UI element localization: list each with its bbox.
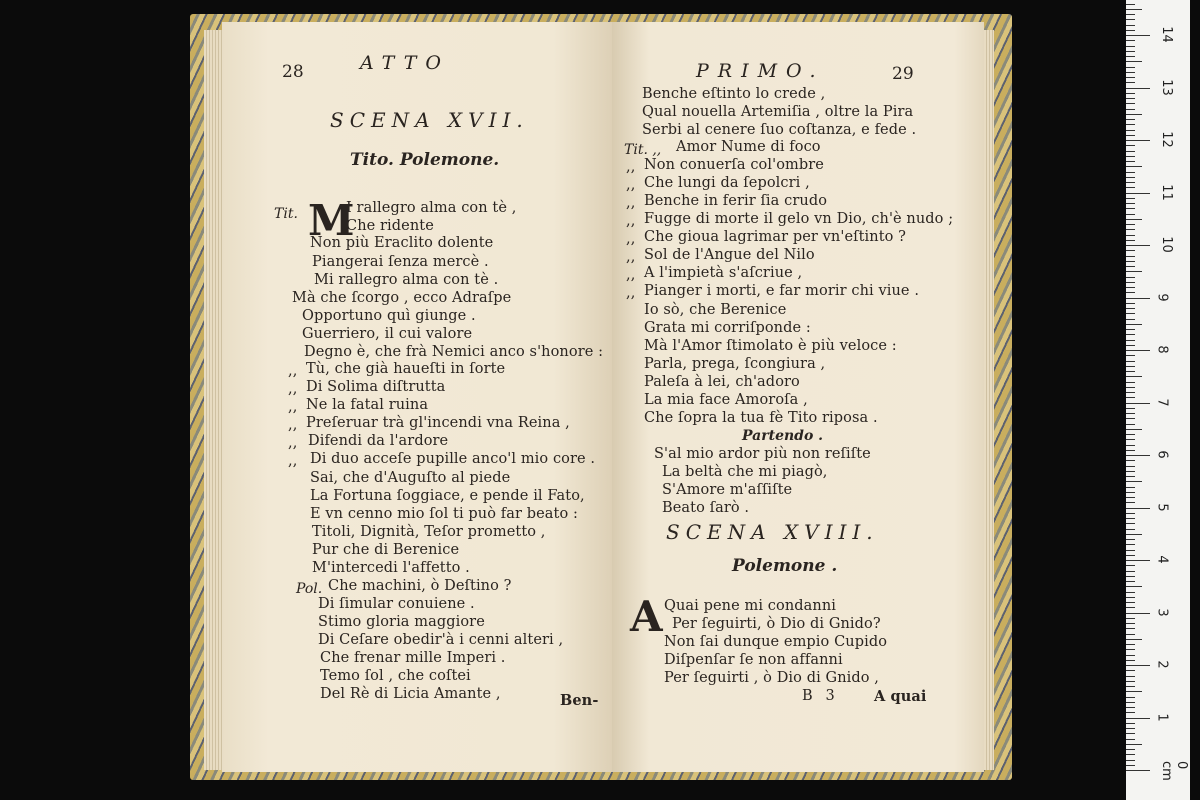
ruler-tick [1126, 618, 1135, 619]
ruler-tick [1126, 749, 1135, 750]
ruler-tick [1126, 655, 1135, 656]
verse-line: Preſeruar trà gl'incendi vna Reina , [306, 415, 570, 431]
verse-line: Difendi da l'ardore [308, 433, 449, 449]
ruler-tick [1126, 40, 1135, 41]
verse-line: Non ſai dunque empio Cupido [664, 634, 888, 650]
right-page [612, 22, 984, 772]
signature-mark: B 3 [802, 688, 835, 704]
ruler-tick [1126, 109, 1135, 110]
ruler-tick [1126, 392, 1135, 393]
ruler-tick [1126, 376, 1142, 377]
ruler-tick [1126, 266, 1135, 267]
ruler-tick [1126, 72, 1135, 73]
ruler-tick [1126, 4, 1135, 5]
quote-mark: ,, [626, 267, 636, 283]
verse-line: Sai, che d'Auguſto al piede [310, 470, 511, 486]
ruler-tick [1126, 565, 1135, 566]
quote-mark: ,, [288, 381, 298, 397]
verse-line: Stimo gloria maggiore [318, 614, 485, 630]
ruler-tick [1126, 697, 1135, 698]
ruler-number: 4 [1154, 555, 1170, 564]
verse-line: Piangerai ſenza mercè . [312, 254, 489, 270]
ruler-number: 12 [1158, 131, 1174, 148]
ruler-tick [1126, 151, 1135, 152]
verse-line: S'Amore m'aſſiſte [662, 482, 793, 498]
ruler-tick [1126, 492, 1135, 493]
ruler-number: 7 [1154, 397, 1170, 407]
ruler-tick [1126, 550, 1135, 551]
ruler-tick [1126, 256, 1135, 257]
ruler-tick [1126, 14, 1135, 15]
ruler-tick [1126, 282, 1135, 283]
ruler-tick [1126, 208, 1135, 209]
ruler-tick [1126, 397, 1135, 398]
left-running-head: ATTO [360, 52, 450, 74]
ruler-tick [1126, 345, 1135, 346]
ruler-tick [1126, 140, 1150, 141]
ruler-tick [1126, 754, 1135, 755]
quote-mark: ,, [288, 363, 298, 379]
page-edges-right [984, 30, 994, 770]
ruler-tick [1126, 460, 1135, 461]
ruler-tick [1126, 403, 1150, 404]
ruler-tick [1126, 298, 1150, 299]
ruler-tick [1126, 544, 1135, 545]
verse-line: E vn cenno mio ſol ti può far beato : [310, 506, 578, 522]
ruler-tick [1126, 639, 1142, 640]
verse-line: Di duo acceſe pupille anco'l mio core . [310, 451, 596, 467]
verse-line: Temo ſol , che coſtei [320, 668, 471, 684]
ruler-tick [1126, 539, 1135, 540]
ruler-tick [1126, 308, 1135, 309]
ruler-tick [1126, 707, 1135, 708]
ruler-tick [1126, 25, 1135, 26]
ruler-number: 10 [1158, 236, 1174, 253]
verse-line: Guerriero, il cui valore [302, 326, 473, 342]
verse-line: Di Ceſare obedir'à i cenni alteri , [318, 632, 564, 648]
ruler-tick [1126, 166, 1142, 167]
ruler-tick [1126, 130, 1135, 131]
ruler-tick [1126, 67, 1135, 68]
right-catchword: A quai [874, 688, 927, 705]
ruler-tick [1126, 245, 1150, 246]
ruler-tick [1126, 124, 1135, 125]
ruler-number: 14 [1158, 26, 1174, 43]
ruler-tick [1126, 466, 1135, 467]
ruler-tick [1126, 119, 1135, 120]
verse-line: Non conuerſa col'ombre [644, 157, 824, 173]
ruler-tick [1126, 429, 1142, 430]
verse-line: Io sò, che Berenice [644, 302, 787, 318]
quote-mark: ,, [626, 285, 636, 301]
speaker-pol: Pol. [296, 581, 323, 597]
ruler-tick [1126, 681, 1135, 682]
verse-line: Ne la fatal ruina [306, 397, 429, 413]
ruler-tick [1126, 203, 1135, 204]
verse-line: Che frenar mille Imperi . [320, 650, 506, 666]
ruler-tick [1126, 733, 1135, 734]
verse-line: Diſpenſar ſe non affanni [664, 652, 843, 668]
ruler-tick [1126, 712, 1135, 713]
verse-line: Per ſeguirti, ò Dio di Gnido? [672, 616, 881, 632]
left-page [222, 22, 612, 772]
ruler-tick [1126, 481, 1142, 482]
ruler-tick [1126, 61, 1142, 62]
ruler-tick [1126, 334, 1135, 335]
ruler-tick [1126, 628, 1135, 629]
ruler-tick [1126, 161, 1135, 162]
ruler-tick [1126, 193, 1150, 194]
ruler-tick [1126, 408, 1135, 409]
ruler-tick [1126, 586, 1142, 587]
verse-line: Del Rè di Licia Amante , [320, 686, 501, 702]
verse-line: Parla, prega, ſcongiura , [644, 356, 826, 372]
quote-mark: ,, [626, 195, 636, 211]
ruler-tick [1126, 240, 1135, 241]
ruler-tick [1126, 487, 1135, 488]
speaker-tit: Tit. ,, [624, 142, 662, 158]
ruler-tick [1126, 518, 1135, 519]
ruler-tick [1126, 644, 1135, 645]
verse-line: Serbi al cenere ſuo coſtanza, e fede . [642, 122, 917, 138]
ruler-tick [1126, 219, 1142, 220]
verse-line: Benche in ferir ſia crudo [644, 193, 828, 209]
ruler-tick [1126, 413, 1135, 414]
verse-line: A l'impietà s'aſcriue , [644, 265, 803, 281]
ruler-number: 5 [1154, 502, 1170, 512]
ruler-tick [1126, 30, 1135, 31]
ruler-tick [1126, 728, 1135, 729]
ruler-tick [1126, 35, 1150, 36]
ruler-tick [1126, 366, 1135, 367]
verse-line: La beltà che mi piagò, [662, 464, 828, 480]
verse-line: Sol de l'Angue del Nilo [644, 247, 815, 263]
ruler-tick [1126, 277, 1135, 278]
left-scene-title: SCENA XVII. [330, 108, 529, 132]
ruler-tick [1126, 445, 1135, 446]
ruler-number: 2 [1154, 660, 1170, 669]
ruler-tick [1126, 98, 1135, 99]
ruler-tick [1126, 676, 1135, 677]
page-edges-left [204, 30, 222, 770]
verse-line: Per ſeguirti , ò Dio di Gnido , [664, 670, 880, 686]
ruler-tick [1126, 691, 1142, 692]
ruler-tick [1126, 560, 1150, 561]
ruler-tick [1126, 93, 1135, 94]
ruler-tick [1126, 497, 1135, 498]
ruler-tick [1126, 82, 1135, 83]
verse-line: Paleſa à lei, ch'adoro [644, 374, 800, 390]
ruler-tick [1126, 555, 1135, 556]
ruler-tick [1126, 613, 1150, 614]
verse-line: Che ſopra la tua fè Tito riposa . [644, 410, 878, 426]
verse-line: Opportuno quì giunge . [302, 308, 476, 324]
ruler-tick [1126, 319, 1135, 320]
left-catchword: Ben- [560, 692, 599, 709]
ruler-tick [1126, 770, 1150, 771]
ruler-tick [1126, 607, 1135, 608]
verse-line: Mà che ſcorgo , ecco Adraſpe [292, 290, 512, 306]
ruler-tick [1126, 670, 1135, 671]
verse-line: Tù, che già haueſti in ſorte [306, 361, 506, 377]
verse-line: Di ſimular conuiene . [318, 596, 475, 612]
ruler-tick [1126, 592, 1135, 593]
ruler-tick [1126, 135, 1135, 136]
ruler-tick [1126, 182, 1135, 183]
left-characters: Tito. Polemone. [350, 150, 500, 170]
ruler-tick [1126, 471, 1135, 472]
ruler-tick [1126, 571, 1135, 572]
ruler-number: 6 [1154, 450, 1170, 459]
ruler-tick [1126, 172, 1135, 173]
ruler-tick [1126, 103, 1135, 104]
ruler-tick [1126, 581, 1135, 582]
quote-mark: ,, [626, 159, 636, 175]
ruler-tick [1126, 434, 1135, 435]
ruler-tick [1126, 576, 1135, 577]
quote-mark: ,, [288, 417, 298, 433]
ruler-tick [1126, 145, 1135, 146]
verse-line: Quai pene mi condanni [664, 598, 837, 614]
verse-line: Pianger i morti, e far morir chi viue . [644, 283, 920, 299]
ruler-tick [1126, 156, 1135, 157]
verse-line: Degno è, che frà Nemici anco s'honore : [304, 344, 604, 360]
quote-mark: ,, [288, 453, 298, 469]
ruler-tick [1126, 303, 1135, 304]
ruler-tick [1126, 261, 1135, 262]
ruler-tick [1126, 329, 1135, 330]
ruler-number: 9 [1154, 292, 1170, 302]
ruler-tick [1126, 271, 1142, 272]
verse-line: Che machini, ò Deſtino ? [328, 578, 512, 594]
ruler-tick [1126, 502, 1135, 503]
drop-cap-m: M [308, 196, 355, 245]
ruler-tick [1126, 77, 1135, 78]
verse-line: Che lungi da ſepolcri , [644, 175, 810, 191]
ruler-tick [1126, 450, 1135, 451]
stage-direction: Partendo . [742, 428, 824, 444]
verse-line: Mà l'Amor ſtimolato è più veloce : [644, 338, 897, 354]
right-scene-title: SCENA XVIII. [666, 520, 879, 544]
ruler-tick [1126, 355, 1135, 356]
verse-line: La Fortuna ſoggiace, e pende il Fato, [310, 488, 585, 504]
ruler-tick [1126, 523, 1135, 524]
ruler-number: 1 [1154, 712, 1170, 722]
ruler-tick [1126, 455, 1150, 456]
ruler-tick [1126, 534, 1142, 535]
ruler-tick [1126, 418, 1135, 419]
verse-line: La mia face Amoroſa , [644, 392, 808, 408]
ruler-tick [1126, 88, 1150, 89]
verse-line: Pur che di Berenice [312, 542, 460, 558]
ruler-tick [1126, 198, 1135, 199]
left-page-number: 28 [282, 62, 304, 82]
ruler-tick [1126, 476, 1135, 477]
ruler-tick [1126, 602, 1135, 603]
ruler-tick [1126, 765, 1135, 766]
verse-line: I rallegro alma con tè , [346, 200, 517, 216]
ruler-tick [1126, 387, 1135, 388]
ruler-tick [1126, 177, 1135, 178]
ruler-tick [1126, 371, 1135, 372]
ruler-tick [1126, 361, 1135, 362]
verse-line: S'al mio ardor più non reſiſte [654, 446, 871, 462]
ruler-tick [1126, 686, 1135, 687]
ruler-tick [1126, 250, 1135, 251]
ruler-number: 8 [1154, 345, 1170, 354]
ruler-tick [1126, 739, 1135, 740]
quote-mark: ,, [626, 213, 636, 229]
ruler-tick [1126, 649, 1135, 650]
verse-line: Di Solima diſtrutta [306, 379, 446, 395]
verse-line: Che ridente [346, 218, 434, 234]
ruler-tick [1126, 529, 1135, 530]
ruler-number: 11 [1158, 183, 1174, 201]
ruler-tick [1126, 513, 1135, 514]
ruler-tick [1126, 313, 1135, 314]
verse-line: Benche eſtinto lo crede , [642, 86, 826, 102]
ruler-tick [1126, 56, 1135, 57]
ruler-tick [1126, 723, 1135, 724]
ruler-tick [1126, 597, 1135, 598]
ruler-tick [1126, 660, 1135, 661]
ruler-tick [1126, 287, 1135, 288]
ruler-tick [1126, 382, 1135, 383]
ruler-tick [1126, 760, 1135, 761]
ruler-tick [1126, 114, 1142, 115]
verse-line: Qual nouella Artemiſia , oltre la Pira [642, 104, 914, 120]
ruler-tick [1126, 665, 1150, 666]
drop-cap-a: A [630, 592, 663, 641]
ruler-tick [1126, 214, 1135, 215]
ruler-tick [1126, 51, 1135, 52]
quote-mark: ,, [626, 249, 636, 265]
quote-mark: ,, [626, 231, 636, 247]
ruler-tick [1126, 229, 1135, 230]
measuring-ruler [1126, 0, 1190, 800]
ruler-tick [1126, 634, 1135, 635]
ruler-tick [1126, 324, 1142, 325]
quote-mark: ,, [288, 435, 298, 451]
ruler-tick [1126, 718, 1150, 719]
ruler-tick [1126, 744, 1142, 745]
verse-line: Mi rallegro alma con tè . [314, 272, 499, 288]
ruler-number: 13 [1158, 78, 1174, 96]
ruler-tick [1126, 350, 1150, 351]
right-page-number: 29 [892, 64, 914, 84]
right-characters: Polemone . [732, 556, 838, 576]
ruler-tick [1126, 702, 1135, 703]
ruler-tick [1126, 19, 1135, 20]
ruler-tick [1126, 439, 1135, 440]
verse-line: Grata mi corriſponde : [644, 320, 811, 336]
ruler-tick [1126, 235, 1135, 236]
ruler-tick [1126, 187, 1135, 188]
right-running-head: PRIMO. [696, 60, 825, 82]
quote-mark: ,, [288, 399, 298, 415]
verse-line: Beato ſarò . [662, 500, 750, 516]
ruler-number: 3 [1154, 607, 1170, 617]
verse-line: Che gioua lagrimar per vn'eſtinto ? [644, 229, 907, 245]
ruler-tick [1126, 424, 1135, 425]
ruler-tick [1126, 224, 1135, 225]
quote-mark: ,, [626, 177, 636, 193]
ruler-tick [1126, 9, 1142, 10]
verse-line: Non più Eraclito dolente [310, 235, 494, 251]
ruler-tick [1126, 508, 1150, 509]
speaker-tit: Tit. [274, 206, 298, 222]
verse-line: M'intercedi l'affetto . [312, 560, 470, 576]
ruler-tick [1126, 623, 1135, 624]
verse-line: Amor Nume di foco [676, 139, 821, 155]
verse-line: Fugge di morte il gelo vn Dio, ch'è nudo ; [644, 211, 954, 227]
ruler-tick [1126, 46, 1135, 47]
verse-line: Titoli, Dignità, Teſor prometto , [312, 524, 546, 540]
ruler-number: 0 cm [1159, 761, 1189, 781]
ruler-tick [1126, 292, 1135, 293]
ruler-tick [1126, 340, 1135, 341]
